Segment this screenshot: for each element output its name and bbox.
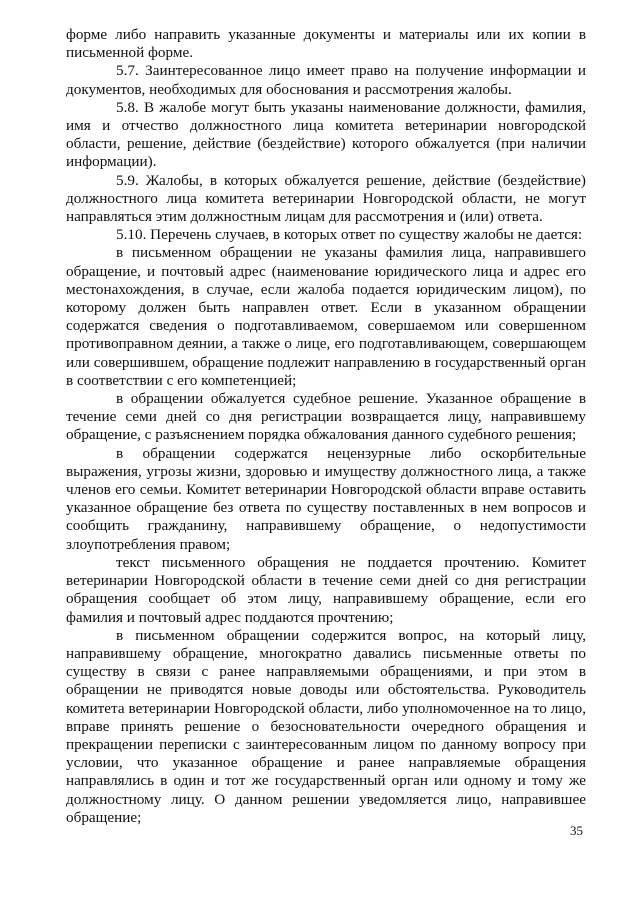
paragraph-5-10: 5.10. Перечень случаев, в которых ответ по существу жалобы не дается: [116, 226, 583, 244]
list-item-offensive-language: в обращении содержатся нецензурные либо оскорбительные выражения, угрозы жизни, здоровью и имуществу должностного лица, а также членов его семьи. Комитет ветеринарии Новгородской области вправе оставить указанное обращение без ответа по существу поставленных в нем вопросов и сообщить гражданину, направившему обращение, о недопустимости злоупотребления правом; [66, 444, 586, 553]
page-number: 35 [570, 823, 583, 838]
list-item-no-name-address: в письменном обращении не указаны фамилия лица, направившего обращение, и почтовый адрес (наименование юридического лица и адрес его местонахождения, в случае, если жалоба подается юридическим лицом), по которому должен быть направлен ответ. Если в указанном обращении содержатся сведения о подготавливаемом, совершаемом или совершенном противоправном деянии, а также о лице, его подготавливающем, совершающем или совершившем, обращение подлежит направлению в государственный орган в соответствии с его компетенцией; [66, 244, 586, 389]
list-item-unreadable-text: текст письменного обращения не поддается прочтению. Комитет ветеринарии Новгородской области в течение семи дней со дня регистрации обращения сообщает об этом лицу, направившему обращение, если его фамилия и почтовый адрес поддаются прочтению; [66, 553, 586, 626]
paragraph-5-9: 5.9. Жалобы, в которых обжалуется решение, действие (бездействие) должностного лица комитета ветеринарии Новгородской области, не могут направляться этим должностным лицам для рассмотрения и (или) ответа. [66, 171, 586, 226]
paragraph-5-7: 5.7. Заинтересованное лицо имеет право на получение информации и документов, необходимых для обоснования и рассмотрения жалобы. [66, 62, 586, 98]
list-item-court-decision: в обращении обжалуется судебное решение. Указанное обращение в течение семи дней со дня регистрации возвращается лицу, направившему обращение, с разъяснением порядка обжалования данного судебного решения; [66, 390, 586, 444]
document-page [66, 26, 586, 827]
list-item-repeated-question: в письменном обращении содержится вопрос, на который лицу, направившему обращение, многократно давались письменные ответы по существу в связи с ранее направляемыми обращениями, и при этом в обращении не приводятся новые доводы или обстоятельства. Руководитель комитета ветеринарии Новгородской области, либо уполномоченное на то лицо, вправе принять решение о безосновательности очередного обращения и прекращении переписки с заинтересованным лицом по данному вопросу при условии, что указанное обращение и ранее направляемые обращения направлялись в один и тот же государственный орган или одному и тому же должностному лицу. О данном решении уведомляется лицо, направившее обращение; [66, 626, 586, 826]
paragraph-continuation: форме либо направить указанные документы и материалы или их копии в письменной форме. [66, 26, 586, 62]
paragraph-5-8: 5.8. В жалобе могут быть указаны наименование должности, фамилия, имя и отчество должностного лица комитета ветеринарии новгородской области, решение, действие (бездействие) которого обжалуется (при наличии информации). [66, 98, 586, 171]
